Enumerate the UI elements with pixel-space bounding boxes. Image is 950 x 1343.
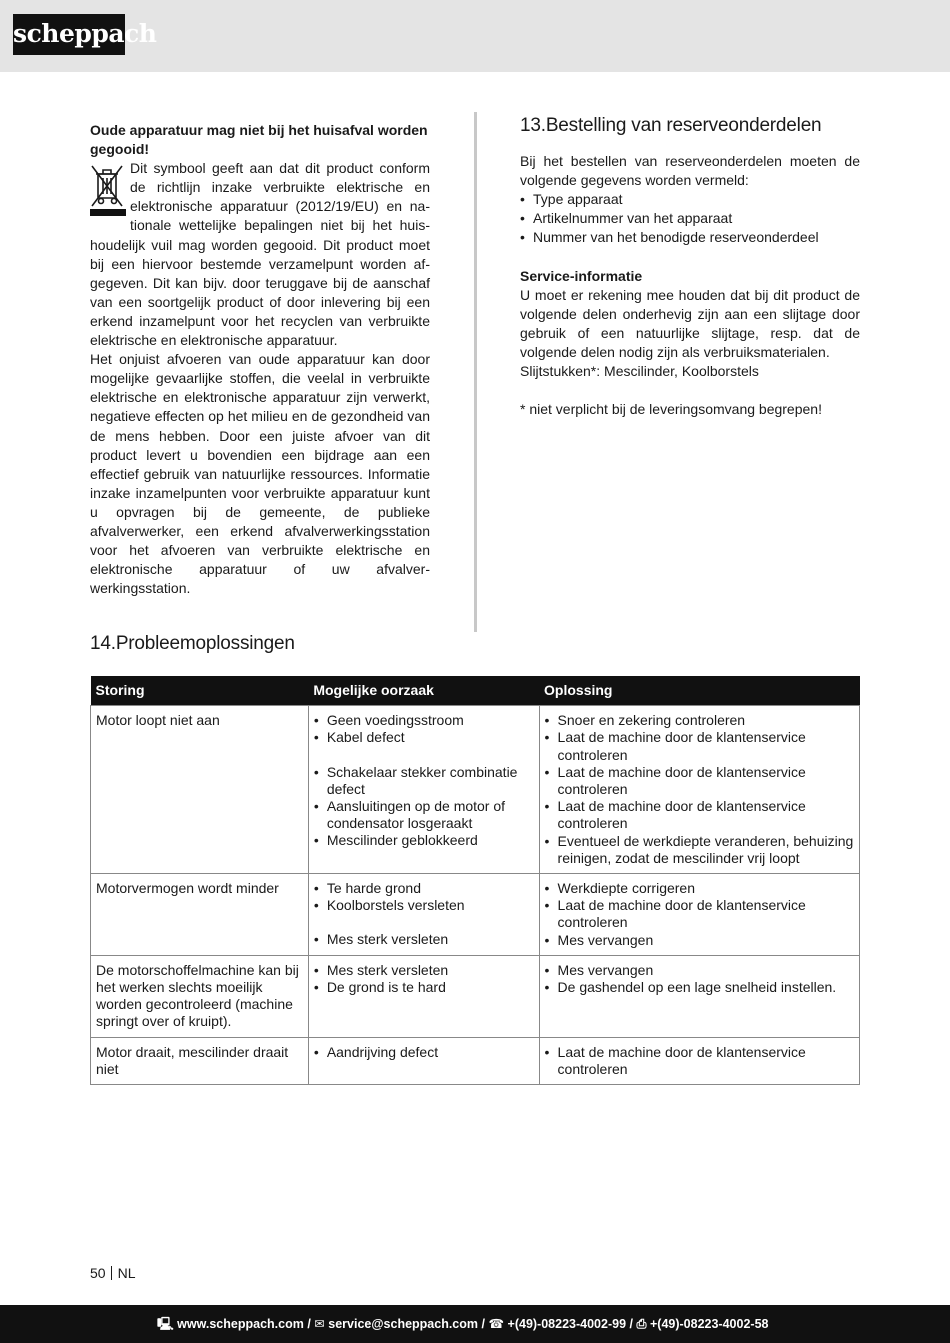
fault-cell: Motor draait, mescilinder draait niet <box>91 1037 309 1084</box>
wear-parts-text: Slijtstukken*: Mescilinder, Koolborstels <box>520 363 759 380</box>
footer-separator: / <box>629 1317 633 1331</box>
spare-parts-list <box>520 190 860 247</box>
fault-cell: Motorvermogen wordt minder <box>91 874 309 956</box>
list-item: • Laat de machine door de klantenservice controleren <box>545 764 854 798</box>
disposal-title: Oude apparatuur mag niet bij het huisafval worden gegooid! <box>90 122 428 158</box>
disposal-paragraph-1: Dit symbool geeft aan dat dit product conform de richtlijn inzake verbruikte elektrische en elektronische apparatuur (2012/19/EU) en nationale wettelijke bepalingen niet bij het huishoudelijk vuil mag worden gegooid. Dit product moet bij een hiervoor bestemde verzamelpunt worden afgegeven. Dit kan bijv. door teruggave bij de aanschaf van een soortgelijk product of door inlevering bij een erkend inzamelpunt voor het recyclen van verbruikte elektrische en elektronische apparatuur. <box>90 160 430 349</box>
list-item: • Laat de machine door de klantenservice controleren <box>545 897 854 931</box>
phone-number: +(49)-08223-4002-99 <box>507 1317 627 1331</box>
disposal-paragraph-2: Het onjuist afvoeren van oude apparatuur kan door mogelijke gevaarlijke stoffen, die veelal in verbruikte elektrische en elektronische apparatuur zijn verwerkt, negatieve effecten op het milieu en de gezondheid van de mens hebben. Door een juiste afvoer van dit product levert u bovendien een bijdrage aan een effectief gebruik van natuurlijke ressources. Informatie inzake inzamelpunten voor verbruikte apparatuur kunt u opvragen bij de gemeente, de publieke afvalverwerker, een erkend afvalverwerkingsstation voor het afvoeren van verbruikte elektrische en elektronische apparatuur of uw afvalverwerkingsstation. <box>90 351 430 597</box>
list-item: • Eventueel de werkdiepte veranderen, behuizing reinigen, zodat de mescilinder vrij loopt <box>545 833 854 867</box>
list-item: • Artikelnummer van het apparaat <box>520 209 860 228</box>
list-item: • Snoer en zekering controleren <box>545 712 854 729</box>
disposal-section <box>90 121 430 598</box>
list-item: • De gashendel op een lage snelheid instellen. <box>545 979 854 996</box>
footnote: * niet verplicht bij de leveringsomvang begrepen! <box>520 401 822 418</box>
column-header-fault: Storing <box>91 676 309 706</box>
crossed-out-wheelie-bin-icon <box>90 159 126 217</box>
section-13-heading: 13.Bestelling van reserveonderdelen <box>520 115 822 136</box>
spare-parts-intro: Bij het bestellen van reserveonderdelen moeten de volgende gegevens worden vermeld: <box>520 153 860 189</box>
list-item: • Schakelaar stekker combinatie defect <box>314 764 534 798</box>
list-item: • Type apparaat <box>520 190 860 209</box>
fax-number: +(49)-08223-4002-58 <box>649 1317 769 1331</box>
list-item: • Mes sterk versleten <box>314 931 534 948</box>
list-item: • Mes sterk versleten <box>314 962 534 979</box>
solution-cell <box>539 874 859 956</box>
table-row <box>91 706 860 874</box>
list-item: • Werkdiepte corrigeren <box>545 880 854 897</box>
list-item: • Nummer van het benodigde reserveonderdeel <box>520 228 860 247</box>
column-header-solution: Oplossing <box>539 676 859 706</box>
list-item: • Kabel defect <box>314 729 534 746</box>
solution-cell <box>539 1037 859 1084</box>
computer-icon: 🖳 <box>157 1317 174 1331</box>
page-number <box>90 1265 135 1281</box>
cause-cell <box>308 706 539 874</box>
cause-cell <box>308 874 539 956</box>
list-item: • De grond is te hard <box>314 979 534 996</box>
column-header-cause: Mogelijke oorzaak <box>308 676 539 706</box>
list-item: • Laat de machine door de klantenservice controleren <box>545 1044 854 1078</box>
list-item: • Mes vervangen <box>545 932 854 949</box>
spare-parts-section <box>520 116 860 419</box>
page-language: NL <box>117 1265 136 1281</box>
website-link[interactable]: www.scheppach.com <box>177 1317 304 1331</box>
solution-cell <box>539 706 859 874</box>
page-number-value: 50 <box>90 1265 106 1281</box>
list-item: • Te harde grond <box>314 880 534 897</box>
table-header-row <box>91 676 860 706</box>
table-row <box>91 955 860 1037</box>
list-item: • Mes vervangen <box>545 962 854 979</box>
table-row <box>91 1037 860 1084</box>
cause-cell <box>308 1037 539 1084</box>
footer-separator: / <box>307 1317 311 1331</box>
list-item: • Mescilinder geblokkeerd <box>314 832 534 849</box>
footer-separator: / <box>481 1317 485 1331</box>
troubleshooting-table <box>90 676 860 1085</box>
brand-logo: scheppach <box>13 14 125 55</box>
list-item: • Laat de machine door de klantenservice controleren <box>545 729 854 763</box>
solution-cell <box>539 955 859 1037</box>
service-info-heading: Service-informatie <box>520 267 643 284</box>
cause-cell <box>308 955 539 1037</box>
envelope-icon: ✉ <box>314 1317 325 1331</box>
service-info-text: U moet er rekening mee houden dat bij dit product de volgende delen onderhevig zijn aan een slijtage door gebruik of een natuurlijke slijtage, resp. dat de volgende delen nodig zijn als verbruiksmaterialen. <box>520 286 860 360</box>
column-divider <box>474 112 477 632</box>
section-14-heading: 14.Probleemoplossingen <box>90 633 295 654</box>
list-item: • Laat de machine door de klantenservice controleren <box>545 798 854 832</box>
fax-icon: ⎙ <box>636 1317 647 1331</box>
list-item: • Aandrijving defect <box>314 1044 534 1061</box>
header-band <box>0 0 950 72</box>
email-link[interactable]: service@scheppach.com <box>328 1317 479 1331</box>
list-item: • Aansluitingen op de motor of condensator losgeraakt <box>314 798 534 832</box>
list-item: • Geen voedingsstroom <box>314 712 534 729</box>
footer-bar <box>0 1305 950 1343</box>
fault-cell: De motorschoffelmachine kan bij het werken slechts moeilijk worden gecontroleerd (machine springt over of kruipt). <box>91 955 309 1037</box>
telephone-icon: ☎ <box>488 1317 505 1331</box>
list-item: • Koolborstels versleten <box>314 897 534 914</box>
fault-cell: Motor loopt niet aan <box>91 706 309 874</box>
table-row <box>91 874 860 956</box>
